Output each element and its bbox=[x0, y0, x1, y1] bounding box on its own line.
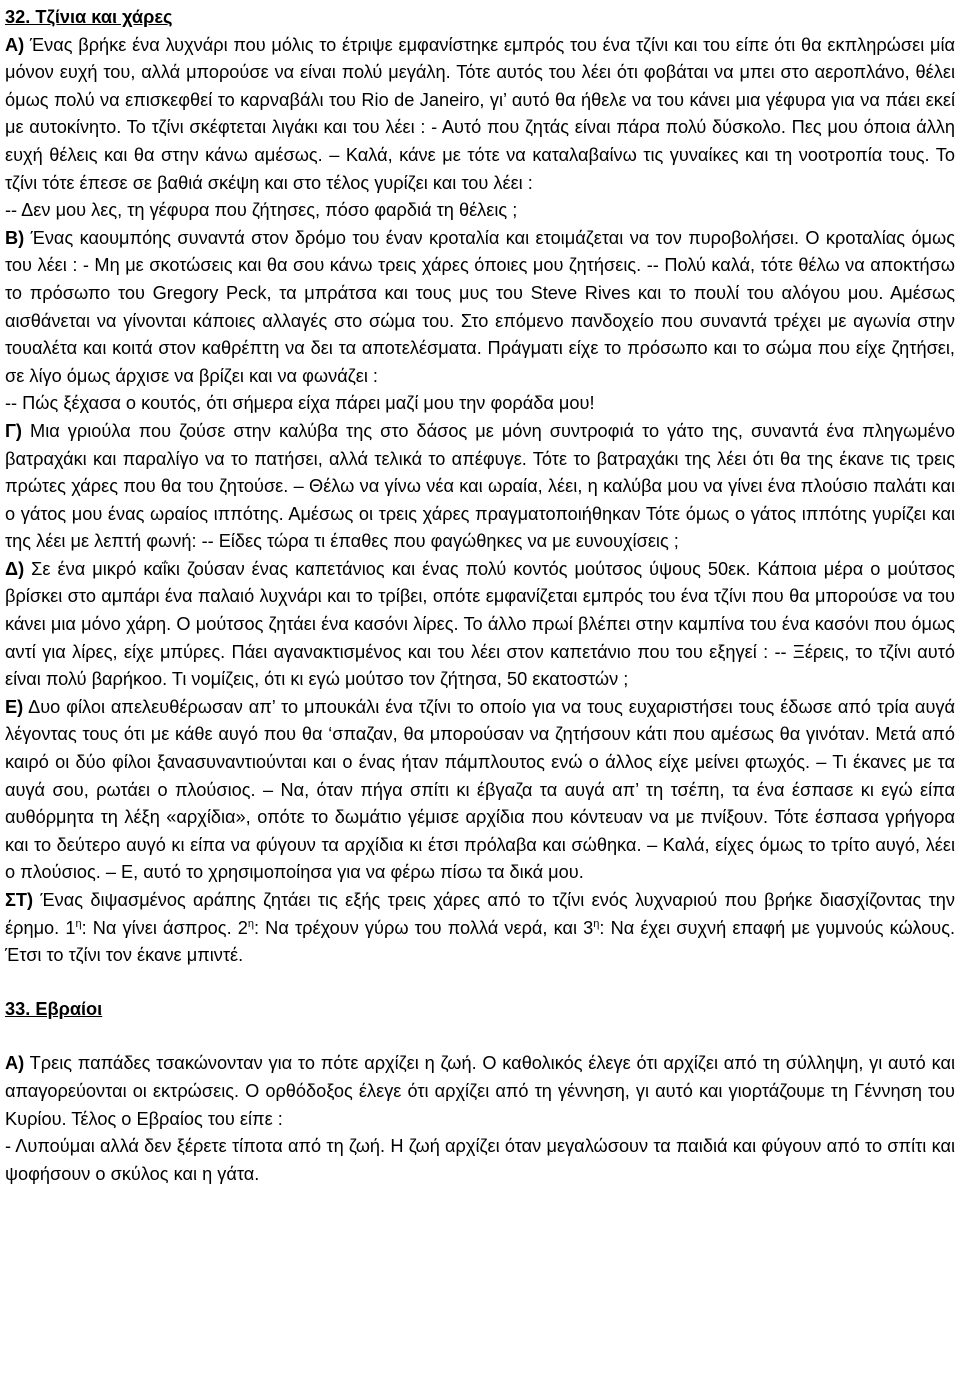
joke-e-paragraph bbox=[5, 694, 955, 887]
joke-a-quote: -- Δεν μου λες, τη γέφυρα που ζήτησες, πόσο φαρδιά τη θέλεις ; bbox=[5, 200, 518, 221]
joke-st-paragraph bbox=[5, 887, 955, 970]
joke-text: : Να γίνει άσπρος. 2 bbox=[81, 917, 248, 938]
joke-d-paragraph bbox=[5, 556, 955, 694]
section-title-33: 33. Εβραίοι bbox=[5, 998, 103, 1019]
section33-a-reply: - Λυπούμαι αλλά δεν ξέρετε τίποτα από τη ζωή. Η ζωή αρχίζει όταν μεγαλώσουν τα παιδιά και φύγουν από το σπίτι και ψοφήσουν ο σκύλος και η γάτα. bbox=[5, 1136, 955, 1184]
joke-label: Γ) bbox=[5, 420, 22, 441]
joke-text: : Να τρέχουν γύρω του πολλά νερά, και 3 bbox=[254, 917, 594, 938]
joke-label: Α) bbox=[5, 34, 25, 55]
joke-text: Ένας βρήκε ένα λυχνάρι που μόλις το έτριψε εμφανίστηκε εμπρός του ένα τζίνι και του είπε ότι θα εκπληρώσει μία μόνον ευχή του, αλλά μπορούσε να είναι πολύ μεγάλη. Τότε αυτός του λέει ότι φοβάται να μπει στο αεροπλάνο, θέλει όμως πολύ να επισκεφθεί το καρναβάλι του Rio de Janeiro, γι’ αυτό θα ήθελε να του κάνει μια γέφυρα για να πάει εκεί με αυτοκίνητο. Το τζίνι σκέφτεται λιγάκι και του λέει : - Αυτό που ζητάς είναι πάρα πολύ δύσκολο. Πες μου όποια άλλη ευχή θέλεις και θα στην κάνω αμέσως. – Καλά, κάνε με τότε να καταλαβαίνω τις γυναίκες και τη νοοτροπία τους. Το τζίνι τότε έπεσε σε βαθιά σκέψη και στο τέλος γυρίζει και του λέει : bbox=[5, 34, 955, 193]
section-spacer bbox=[5, 1023, 960, 1050]
ordinal-superscript: η bbox=[75, 917, 82, 930]
joke-text: Ένας διψασμένος αράπης ζητάει τις εξής τρεις χάρες από το τζίνι ενός λυχναριού που βρήκε διασχίζοντας την έρημο. 1 bbox=[5, 890, 955, 938]
joke-b-paragraph bbox=[5, 225, 955, 391]
joke-text: Μια γριούλα που ζούσε στην καλύβα της στο δάσος με μόνη συντροφιά το γάτο της, συναντά ένα πληγωμένο βατραχάκι και παραλίγο να το πατήσει, αλλά τελικά το απέφυγε. Τότε το βατραχάκι της λέει ότι θα της έκανε τις τρεις πρώτες χάρες που θα του ζητούσε. – Θέλω να γίνω νέα και ωραία, λέει, η καλύβα μου να γίνει ένα πλούσιο παλάτι και ο γάτος μου ένας ωραίος ιππότης. Αμέσως οι τρεις χάρες πραγματοποιήθηκαν Τότε όμως ο γάτος ιππότης γυρίζει και της λέει με λεπτή φωνή: -- Είδες τώρα τι έπαθες που φαγώθηκες να με ευνουχίσεις ; bbox=[5, 420, 955, 552]
joke-label: ΣΤ) bbox=[5, 890, 34, 910]
joke-text: Ένας καουμπόης συναντά στον δρόμο του έναν κροταλία και ετοιμάζεται να τον πυροβολήσει. Ο κροταλίας όμως του λέει : - Μη με σκοτώσεις και θα σου κάνω τρεις χάρες όποιες μου ζητήσεις. -- Πολύ καλά, τότε θέλω να αποκτήσω το πρόσωπο του Gregory Peck, τα μπράτσα και τους μυς του Steve Rives και το πουλί του αλόγου μου. Αμέσως αισθάνεται να γίνονται κάποιες αλλαγές στο σώμα του. Στο επόμενο πανδοχείο που συναντά τρέχει με αγωνία στην τουαλέτα και κοιτά στον καθρέπτη να δει τα αποτελέσματα. Πράγματι είχε το πρόσωπο και το σώμα που είχε ζητήσει, σε λίγο όμως άρχισε να βρίζει και να φωνάζει : bbox=[5, 227, 955, 386]
joke-b-quote: -- Πώς ξέχασα ο κουτός, ότι σήμερα είχα πάρει μαζί μου την φοράδα μου! bbox=[5, 393, 595, 414]
joke-a-paragraph bbox=[5, 32, 955, 198]
joke-label: Α) bbox=[5, 1053, 25, 1074]
section-title-32: 32. Τζίνια και χάρες bbox=[5, 7, 173, 27]
section33-a-paragraph bbox=[5, 1050, 955, 1133]
joke-c-paragraph bbox=[5, 418, 955, 556]
joke-label: Ε) bbox=[5, 696, 24, 717]
ordinal-superscript: η bbox=[247, 917, 254, 930]
joke-text: Δυο φίλοι απελευθέρωσαν απ’ το μπουκάλι ένα τζίνι το οποίο για να τους ευχαριστήσει τους έδωσε από τρία αυγά λέγοντας τους ότι με κάθε αυγό που θα ‘σπαζαν, θα μπορούσαν να ζητήσουν κάτι που αμέσως θα γινόταν. Μετά από καιρό οι δύο φίλοι ξανασυναντιούνται και ο ένας ήταν πάμπλουτος ενώ ο άλλος είχε μείνει φτωχός. – Τι έκανες με τα αυγά σου, ρωτάει ο πλούσιος. – Να, όταν πήγα σπίτι κι έβγαζα τα αυγά απ’ τη τσέπη, τα ένα έσπασε κι εγώ είπα αυθόρμητα τη λέξη «αρχίδια», οπότε το δωμάτιο γέμισε αρχίδια που κόντευαν να με πνίξουν. Τότε έσπασα γρήγορα και το δεύτερο αυγό κι είπα να φύγουν τα αρχίδια κι έτσι πρόλαβα και σώθηκα. – Καλά, είχες όμως το τρίτο αυγό, λέει ο πλούσιος. – Ε, αυτό το χρησιμοποίησα για να φέρω πίσω τα δικά μου. bbox=[5, 696, 955, 883]
joke-text: : Να έχει συχνή επαφή με γυμνούς κώλους. Έτσι το τζίνι τον έκανε μπιντέ. bbox=[5, 917, 956, 966]
ordinal-superscript: η bbox=[593, 917, 600, 930]
joke-text: Τρεις παπάδες τσακώνονταν για το πότε αρχίζει η ζωή. Ο καθολικός έλεγε ότι αρχίζει από τη σύλληψη, γι αυτό και απαγορεύονται οι εκτρώσεις. Ο ορθόδοξος έλεγε ότι αρχίζει από τη γέννηση, γι αυτό και γιορτάζουμε τη Γέννηση του Κυρίου. Τέλος ο Εβραίος του είπε : bbox=[5, 1053, 955, 1129]
joke-label: Β) bbox=[5, 227, 25, 248]
joke-text: Σε ένα μικρό καΐκι ζούσαν ένας καπετάνιος και ένας πολύ κοντός μούτσος ύψους 50εκ. Κάποια μέρα ο μούτσος βρίσκει στο αμπάρι ένα παλαιό λυχνάρι και το τρίβει, οπότε εμφανίζεται εμπρός του ένα τζίνι που θα μπορούσε να του κάνει μια μόνο χάρη. Ο μούτσος ζητάει ένα κασόνι λίρες. Το άλλο πρωί βλέπει στην καμπίνα του ένα κασόνι που όμως αντί για λίρες, είχε μπύρες. Πάει αγανακτισμένος και του λέει στον καπετάνιο που του εξηγεί : -- Ξέρεις, το τζίνι αυτό είναι πολύ βαρήκοο. Τι νομίζεις, ότι κι εγώ μούτσο τον ζήτησα, 50 εκατοστών ; bbox=[5, 558, 955, 690]
joke-label: Δ) bbox=[5, 558, 25, 579]
